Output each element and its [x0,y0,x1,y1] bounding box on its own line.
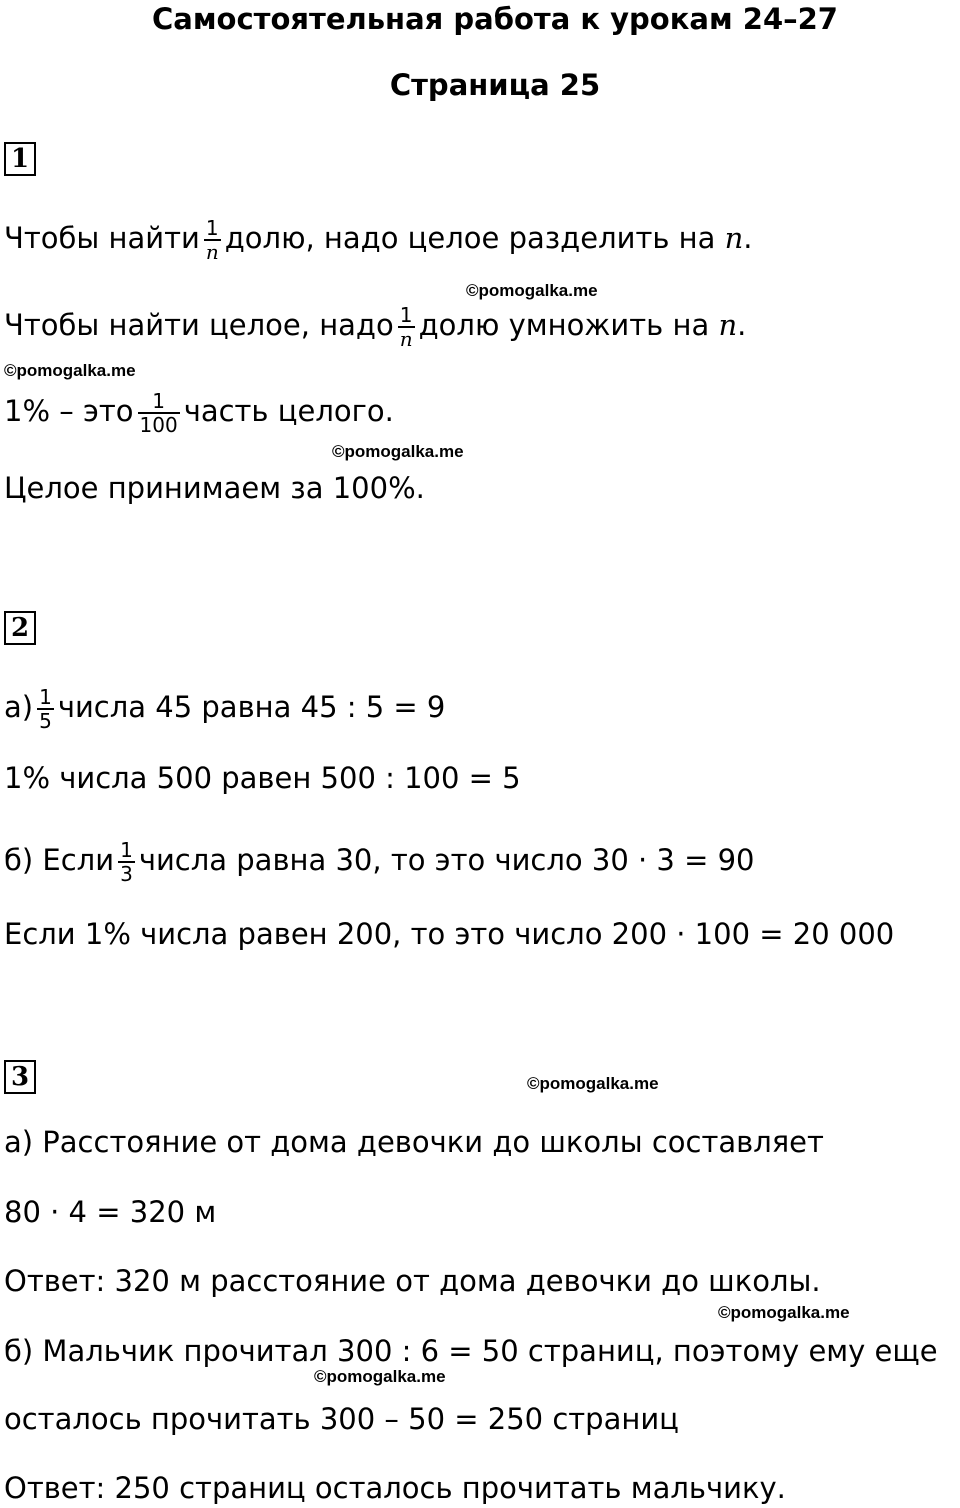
fraction-1-over-3: $\frac{1}{3}$ [120,838,133,886]
task-2-line-2: 1% числа 500 равен 500 : 100 = 5 [4,761,521,795]
watermark: ©pomogalka.me [332,442,464,461]
task-1-line-1: Чтобы найти $\frac{1}{n}$ долю, надо целое разделить на n. [4,216,753,264]
document-title: Самостоятельная работа к урокам 24–27 [151,2,838,36]
watermark: ©pomogalka.me [718,1303,850,1322]
task-2-line-3: б) Если $\frac{1}{3}$ числа равна 30, то это число 30 · 3 = 90 [4,838,755,886]
task-3-line-2: 80 · 4 = 320 м [4,1195,217,1229]
task-3-line-6: Ответ: 250 страниц осталось прочитать мальчику. [4,1471,786,1505]
task-1-line-4: Целое принимаем за 100%. [4,471,425,505]
task-3-number: 3 [4,1060,36,1094]
page-number-heading: Страница 25 [389,68,601,102]
fraction-1-over-n: $\frac{1}{n}$ [399,303,413,351]
watermark: ©pomogalka.me [466,281,598,300]
watermark: ©pomogalka.me [527,1074,659,1093]
fraction-1-over-n: $\frac{1}{n}$ [205,216,219,264]
task-2-line-1: а) $\frac{1}{5}$ числа 45 равна 45 : 5 = 9 [4,685,446,733]
task-3-line-3: Ответ: 320 м расстояние от дома девочки до школы. [4,1264,821,1298]
task-2-number: 2 [4,611,36,645]
fraction-1-over-5: $\frac{1}{5}$ [39,685,52,733]
task-2-line-4: Если 1% числа равен 200, то это число 200 · 100 = 20 000 [4,917,895,951]
task-3-line-5: осталось прочитать 300 – 50 = 250 страниц [4,1402,679,1436]
watermark: ©pomogalka.me [314,1367,446,1386]
task-1-line-2: Чтобы найти целое, надо $\frac{1}{n}$ долю умножить на n. [4,303,747,351]
task-1-line-3: 1% – это $\frac{1}{100}$ часть целого. [4,389,394,437]
watermark: ©pomogalka.me [4,361,136,380]
task-3-line-4: б) Мальчик прочитал 300 : 6 = 50 страниц, поэтому ему еще [4,1334,938,1368]
task-1-number: 1 [4,142,36,176]
task-3-line-1: а) Расстояние от дома девочки до школы составляет [4,1125,824,1159]
fraction-1-over-100: $\frac{1}{100}$ [139,389,178,437]
